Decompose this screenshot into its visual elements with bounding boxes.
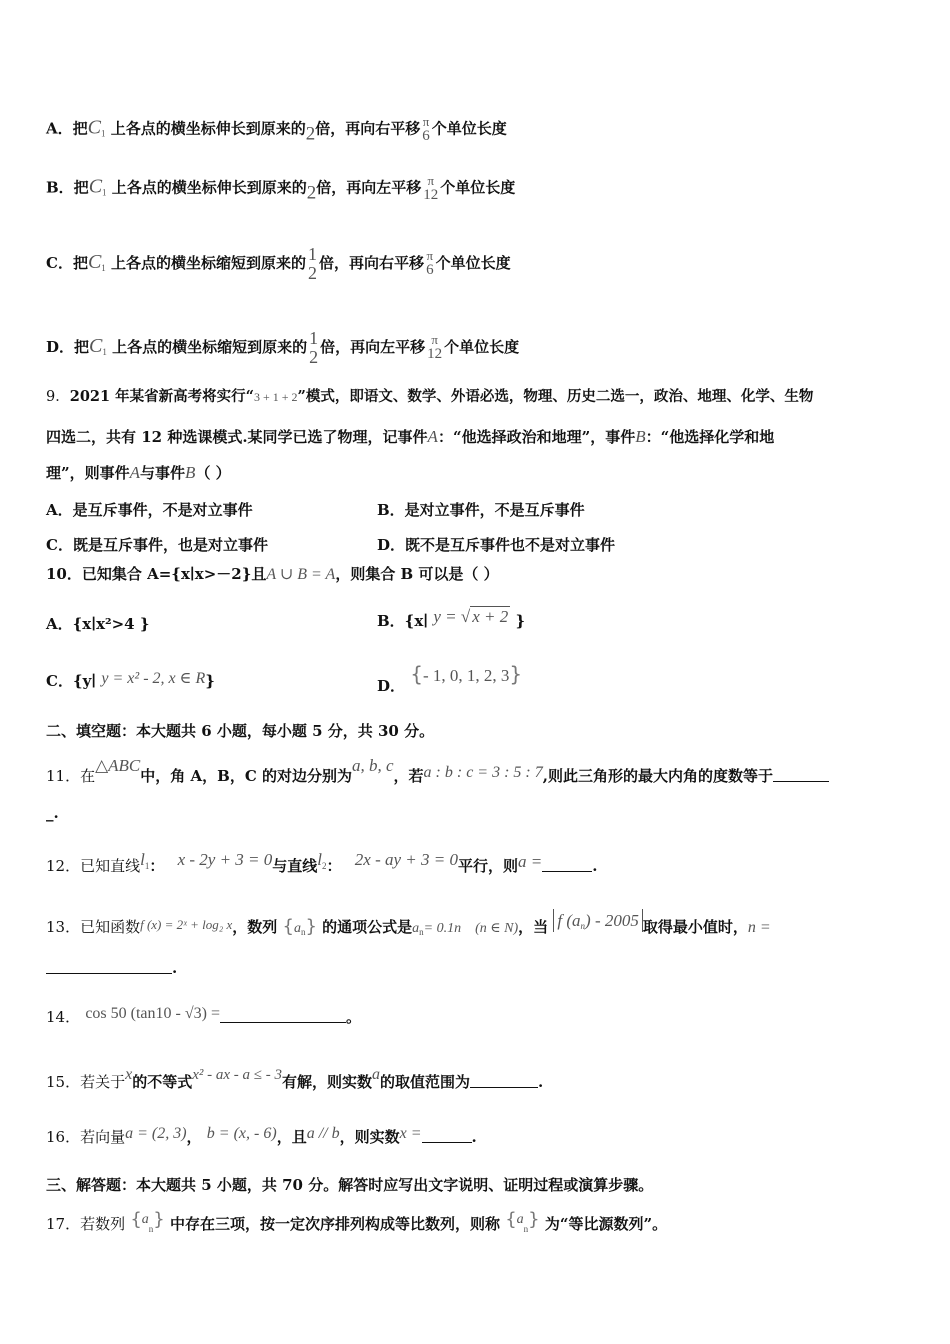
option-label: C．{y∣ xyxy=(46,672,97,690)
q10-stem xyxy=(46,567,499,583)
fraction xyxy=(426,249,434,278)
option-text: 倍，再向右平移 xyxy=(319,253,425,272)
math-expr: x = xyxy=(399,1125,422,1142)
question-text: 。 xyxy=(346,1008,362,1026)
q15 xyxy=(46,1067,543,1090)
q8-option-c[interactable] xyxy=(46,245,511,283)
q8-option-a[interactable] xyxy=(46,115,507,144)
question-text: . xyxy=(172,959,178,977)
frac-den: 2 xyxy=(309,346,319,367)
fraction xyxy=(423,174,438,203)
option-text: 上各点的横坐标缩短到原来的 xyxy=(111,253,307,272)
q13-line-2 xyxy=(46,961,177,976)
math-expr: f (a xyxy=(557,911,581,930)
math-expr: a, b, c xyxy=(351,756,394,775)
math-expr: a : b : c = 3 : 5 : 7 xyxy=(423,764,543,781)
math-var: A xyxy=(427,427,438,446)
question-text: 13．已知函数 xyxy=(46,918,141,936)
q10-option-b[interactable] xyxy=(377,607,525,631)
math-expr: y = x² - 2, x ∈ R xyxy=(101,670,206,687)
math-expr: f (x) = 2ˣ + log₂ x xyxy=(140,917,233,932)
option-text: 倍，再向右平移 xyxy=(315,119,421,138)
fraction xyxy=(308,245,317,283)
q12 xyxy=(46,851,597,874)
math-var: l xyxy=(140,850,145,869)
right-brace-icon: } xyxy=(509,662,523,686)
answer-blank[interactable] xyxy=(773,769,829,782)
math-var: B xyxy=(185,463,196,482)
q9-option-b[interactable]: B．是对立事件，不是互斥事件 xyxy=(377,501,585,519)
option-label: D． xyxy=(377,677,406,695)
option-text: 倍，再向左平移 xyxy=(316,178,422,197)
math-var: A xyxy=(129,463,141,482)
q13-line-1 xyxy=(46,912,771,937)
question-text: ，则集合 B 可以是（ ） xyxy=(335,565,499,583)
answer-blank[interactable] xyxy=(220,1010,346,1023)
question-text: . xyxy=(471,1128,477,1146)
math-lhs: y = xyxy=(433,607,461,626)
frac-den: 6 xyxy=(422,127,430,144)
frac-den: 6 xyxy=(426,261,434,278)
math-expr: A ∪ B = A xyxy=(266,566,336,583)
q10-option-c[interactable] xyxy=(46,668,215,691)
math-expr: a = xyxy=(518,852,543,871)
math-expr: cos 50 (tan10 - √3) = xyxy=(85,1005,220,1022)
left-brace-icon: { xyxy=(505,1209,517,1230)
question-text: 平行，则 xyxy=(457,857,518,875)
math-sub: n xyxy=(419,927,424,937)
math-expr: △ABC xyxy=(95,756,141,775)
question-text: 2021 年某省新高考将实行“ xyxy=(69,388,254,405)
question-text: 的通项公式是 xyxy=(322,918,413,936)
question-text: 14． xyxy=(46,1008,81,1026)
math-var: x xyxy=(125,1066,133,1083)
math-expr: a // b xyxy=(306,1125,340,1142)
option-text: 上各点的横坐标伸长到原来的 xyxy=(110,119,306,138)
question-text: 的取值范围为 xyxy=(380,1073,471,1091)
answer-blank[interactable] xyxy=(422,1130,472,1143)
math-var: a xyxy=(516,1212,524,1227)
option-text: 上各点的横坐标缩短到原来的 xyxy=(112,337,308,356)
sqrt-radicand: x + 2 xyxy=(472,607,509,626)
option-text: 上各点的横坐标伸长到原来的 xyxy=(111,178,307,197)
fraction xyxy=(422,115,430,144)
q9-option-a[interactable]: A．是互斥事件，不是对立事件 xyxy=(46,501,253,519)
option-text: 个单位长度 xyxy=(431,119,507,138)
question-text: 理”，则事件 xyxy=(46,464,130,482)
math-sub: n xyxy=(300,927,306,937)
frac-num: π xyxy=(422,114,430,129)
question-text: 与事件 xyxy=(140,464,186,482)
math-c: C xyxy=(88,175,103,198)
frac-num: π xyxy=(431,332,438,348)
q8-option-d[interactable] xyxy=(46,329,519,367)
question-text: 四选二，共有 12 种选课模式.某同学已选了物理，记事件 xyxy=(46,428,428,446)
question-text: 12．已知直线 xyxy=(46,857,141,875)
frac-num: 1 xyxy=(309,328,319,348)
math-expr: 3 + 1 + 2 xyxy=(253,390,298,404)
math-expr: 2x - ay + 3 = 0 xyxy=(354,850,458,869)
fraction xyxy=(427,333,442,362)
right-brace-icon: } xyxy=(305,916,317,937)
frac-num: π xyxy=(426,248,434,264)
question-number: 9． xyxy=(46,389,70,405)
option-brace: } xyxy=(205,672,215,690)
math-sub: n xyxy=(523,1224,529,1234)
q11-line-1 xyxy=(46,757,829,784)
sqrt-icon: √ xyxy=(460,607,471,626)
option-label: D．把 xyxy=(46,337,90,356)
question-text: 与直线 xyxy=(272,857,318,875)
question-text: ”模式，即语文、数学、外语必选，物理、历史二选一，政治、地理、化学、生物 xyxy=(297,388,814,405)
question-text: ，且 xyxy=(276,1128,307,1146)
math-var: a xyxy=(372,1066,381,1083)
question-text: ，则实数 xyxy=(339,1128,400,1146)
math-sub: 1 xyxy=(100,128,106,139)
math-sub: 1 xyxy=(101,262,106,273)
math-sub: 1 xyxy=(144,861,150,871)
question-text: . xyxy=(592,857,598,875)
frac-den: 2 xyxy=(308,262,318,283)
math-var: a xyxy=(412,921,420,936)
option-label: B．把 xyxy=(46,178,89,197)
math-sub: n xyxy=(148,1224,154,1234)
question-text: 15．若关于 xyxy=(46,1073,126,1091)
question-text: 为“等比源数列”。 xyxy=(544,1215,668,1233)
option-text: 个单位长度 xyxy=(440,178,516,197)
question-text: 17．若数列 xyxy=(46,1215,126,1233)
math-expr: = 0.1n (n ∈ N) xyxy=(423,921,519,936)
question-text: 16．若向量 xyxy=(46,1128,126,1146)
q16 xyxy=(46,1126,477,1145)
math-factor: 2 xyxy=(305,123,316,145)
math-var: a xyxy=(293,921,301,936)
frac-num: 1 xyxy=(308,244,318,264)
math-expr: a = (2, 3) xyxy=(125,1125,187,1142)
question-text: ，当 xyxy=(518,918,549,936)
option-label: B．{x∣ xyxy=(377,612,429,630)
right-brace-icon: } xyxy=(153,1209,165,1230)
question-text: 取得最小值时， xyxy=(642,918,748,936)
section-2-heading: 二、填空题：本大题共 6 小题，每小题 5 分，共 30 分。 xyxy=(46,722,435,740)
math-expr: b = (x, - 6) xyxy=(206,1125,277,1142)
q10-option-d[interactable] xyxy=(377,662,522,696)
question-text: ：“他选择化学和地 xyxy=(645,428,775,446)
math-sub: n xyxy=(580,921,586,931)
question-text: 中存在三项，按一定次序排列构成等比数列，则称 xyxy=(169,1215,500,1233)
question-text: ， xyxy=(186,1128,202,1146)
question-text: 11．在 xyxy=(46,767,96,785)
math-expr: n = xyxy=(747,919,771,936)
q9-line-1 xyxy=(46,390,813,405)
question-text: ： xyxy=(149,857,165,875)
q10-option-a[interactable]: A．{x∣x²>4 } xyxy=(46,615,150,633)
question-text: （ ） xyxy=(195,464,231,482)
question-text: 10．已知集合 A={x∣x>－2}且 xyxy=(46,565,267,583)
math-c: C xyxy=(89,334,103,357)
right-brace-icon: } xyxy=(528,1209,540,1230)
frac-num: π xyxy=(427,173,435,188)
question-text: 中，角 A，B，C 的对边分别为 xyxy=(140,767,352,785)
math-c: C xyxy=(87,250,102,273)
q11-line-2: _. xyxy=(46,804,59,822)
q17 xyxy=(46,1211,667,1234)
option-label: A．把 xyxy=(46,119,88,138)
math-expr xyxy=(433,606,510,626)
answer-blank[interactable] xyxy=(542,859,592,872)
question-text: 有解，则实数 xyxy=(282,1073,373,1091)
left-brace-icon: { xyxy=(410,662,423,686)
option-label: C．把 xyxy=(46,253,88,272)
math-sub: 2 xyxy=(322,861,327,871)
answer-blank[interactable] xyxy=(46,961,172,974)
question-text: . xyxy=(538,1073,544,1091)
left-brace-icon: { xyxy=(282,916,294,937)
option-text: 个单位长度 xyxy=(435,253,511,272)
q9-line-2 xyxy=(46,428,774,445)
option-brace: } xyxy=(515,612,526,630)
math-expr: - 1, 0, 1, 2, 3 xyxy=(422,666,510,685)
q8-option-b[interactable] xyxy=(46,174,515,203)
q14 xyxy=(46,1006,361,1025)
math-c: C xyxy=(87,116,101,139)
question-text: ：“他选择政治和地理”，事件 xyxy=(437,428,636,446)
left-brace-icon: { xyxy=(130,1209,142,1230)
math-expr: x² - ax - a ≤ - 3 xyxy=(192,1067,282,1083)
option-text: 个单位长度 xyxy=(444,337,520,356)
frac-den: 12 xyxy=(427,345,443,362)
question-text: 的不等式 xyxy=(132,1073,193,1091)
question-text: ，若 xyxy=(393,767,424,785)
math-sub: 1 xyxy=(102,187,107,198)
q9-option-d[interactable]: D．既不是互斥事件也不是对立事件 xyxy=(377,536,616,554)
q9-line-3 xyxy=(46,464,231,481)
question-text: ： xyxy=(326,857,342,875)
frac-den: 12 xyxy=(423,186,439,203)
fraction xyxy=(309,329,318,367)
answer-blank[interactable] xyxy=(470,1075,538,1088)
section-3-heading: 三、解答题：本大题共 5 小题，共 70 分。解答时应写出文字说明、证明过程或演算步骤。 xyxy=(46,1176,654,1194)
math-abs-expr xyxy=(553,909,642,932)
math-sub: 1 xyxy=(102,346,107,357)
option-text: 倍，再向左平移 xyxy=(320,337,426,356)
math-expr: ) - 2005 xyxy=(585,911,639,930)
math-var: l xyxy=(317,850,323,869)
q9-option-c[interactable]: C．既是互斥事件，也是对立事件 xyxy=(46,536,268,554)
math-expr: x - 2y + 3 = 0 xyxy=(177,850,273,869)
question-text: ,则此三角形的最大内角的度数等于 xyxy=(542,767,773,785)
math-var: a xyxy=(141,1212,149,1227)
math-var: B xyxy=(635,427,646,446)
math-factor: 2 xyxy=(306,182,317,204)
question-text: ，数列 xyxy=(232,918,278,936)
